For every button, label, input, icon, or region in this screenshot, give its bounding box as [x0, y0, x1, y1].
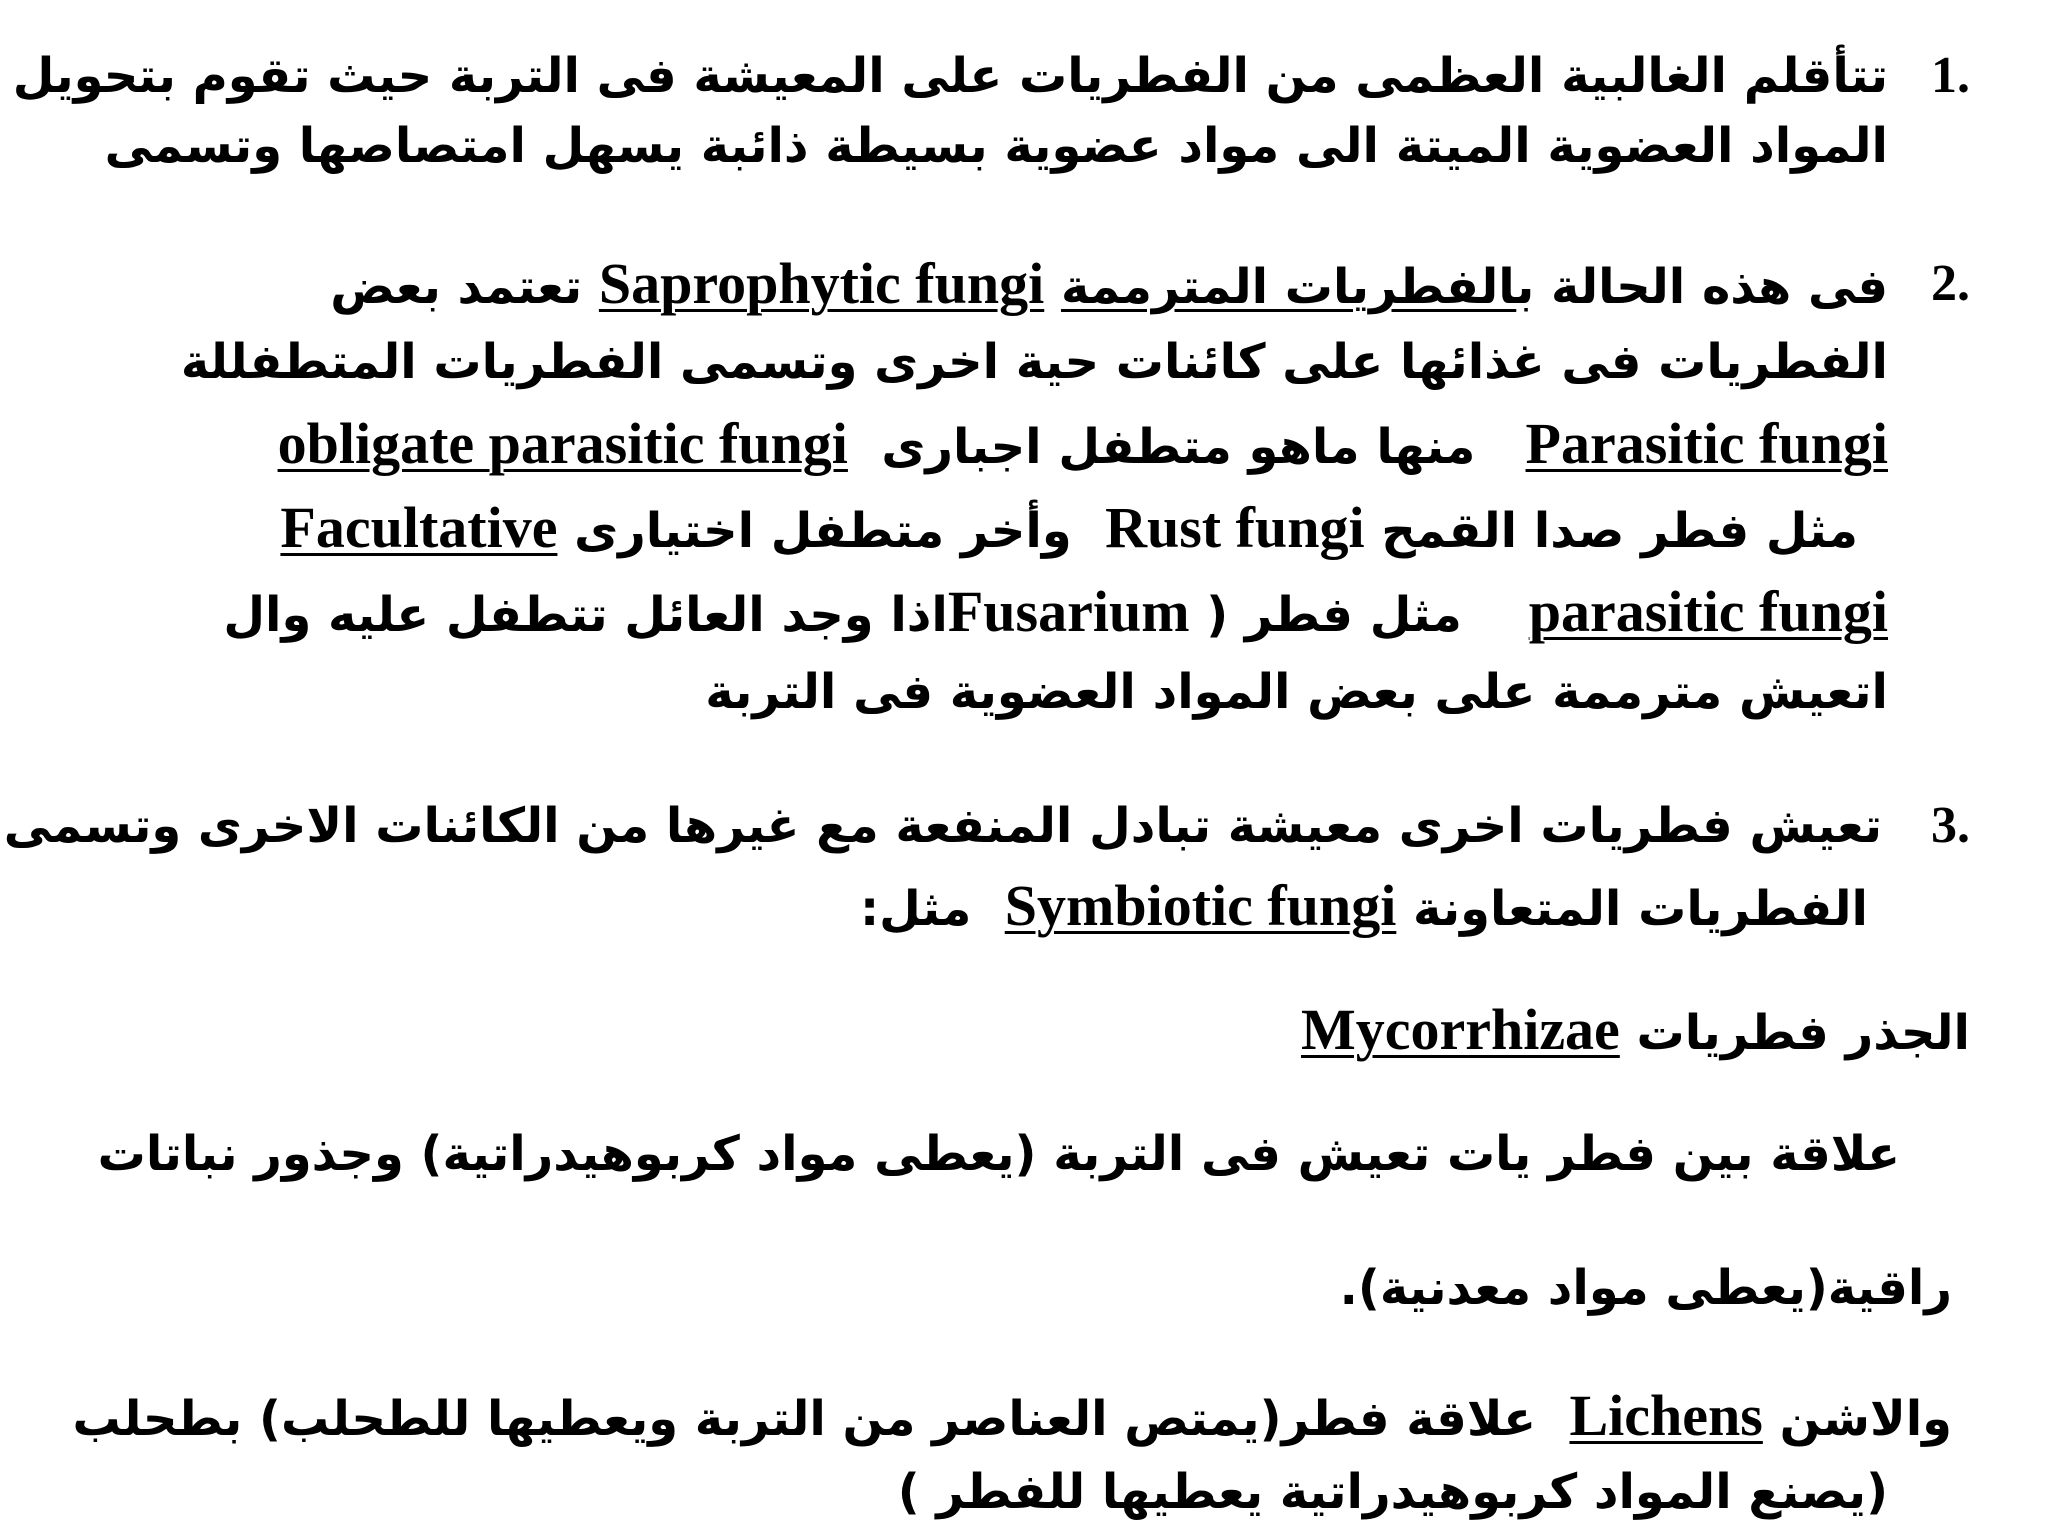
item2-line2: الفطريات فى غذائها على كائنات حية اخرى وتسمى الفطريات المتطفللة [180, 334, 1888, 390]
item2-line5 [223, 580, 1888, 647]
term-fusarium: Fusarium [947, 579, 1190, 644]
lichens-line1 [73, 1384, 1952, 1451]
text: مثل: [859, 881, 972, 937]
text: الجذر فطريات [1636, 1005, 1970, 1061]
term-saprophytic-ar: الفطريات المترممة [1060, 259, 1517, 315]
term-lichens: Lichens [1569, 1383, 1763, 1448]
item2-line3 [278, 412, 1888, 479]
text: تعتمد بعض [330, 259, 583, 315]
term-parasitic-fungi: parasitic fungi [1528, 579, 1888, 644]
text: وأخر متطفل اختيارى [574, 503, 1072, 559]
item2-line1 [330, 252, 1888, 319]
text: مثل فطر صدا القمح [1381, 503, 1858, 559]
mycorrhizae-line2: راقية(يعطى مواد معدنية). [1339, 1260, 1952, 1316]
term-saprophytic-en: Saprophytic fungi [598, 251, 1045, 316]
item1-line2: المواد العضوية الميتة الى مواد عضوية بسيطة ذائبة يسهل امتصاصها وتسمى [104, 118, 1888, 174]
item2-line6: اتعيش مترممة على بعض المواد العضوية فى التربة [705, 664, 1888, 720]
text: فى هذه الحالة ب [1516, 259, 1888, 315]
term-symbiotic: Symbiotic fungi [1004, 873, 1397, 938]
item3-line1: تعيش فطريات اخرى معيشة تبادل المنفعة مع غيرها من الكائنات الاخرى وتسمى [3, 798, 1882, 854]
term-obligate: obligate parasitic fungi [277, 411, 848, 476]
term-facultative: Facultative [280, 495, 558, 560]
text: الفطريات المتعاونة [1413, 881, 1868, 937]
item-number: 3. [1931, 797, 1970, 854]
item-number: 2. [1931, 255, 1970, 312]
term-mycorrhizae: Mycorrhizae [1300, 997, 1620, 1062]
item3-line2 [860, 874, 1868, 941]
term-parasitic: Parasitic fungi [1525, 411, 1888, 476]
mycorrhizae-line1: علاقة بين فطر يات تعيش فى التربة (يعطى مواد كربوهيدراتية) وجذور نباتات [97, 1126, 1900, 1182]
mycorrhizae-heading [1284, 998, 1970, 1065]
text: اذا وجد العائل تتطفل عليه وال [223, 587, 948, 643]
item1-line1: تتأقلم الغالبية العظمى من الفطريات على المعيشة فى التربة حيث تقوم بتحويل [12, 48, 1888, 104]
item2-line4 [280, 496, 1858, 563]
lichens-line2: (يصنع المواد كربوهيدراتية يعطيها للفطر ) [897, 1464, 1888, 1520]
text: والاشن [1779, 1391, 1952, 1447]
term-rust: Rust fungi [1105, 495, 1365, 560]
text: مثل فطر ( [1206, 587, 1462, 643]
item-number: 1. [1931, 47, 1970, 104]
text: علاقة فطر(يمتص العناصر من التربة ويعطيها للطحلب) بطحلب [72, 1391, 1537, 1447]
text: منها ماهو متطفل اجبارى [881, 419, 1476, 475]
